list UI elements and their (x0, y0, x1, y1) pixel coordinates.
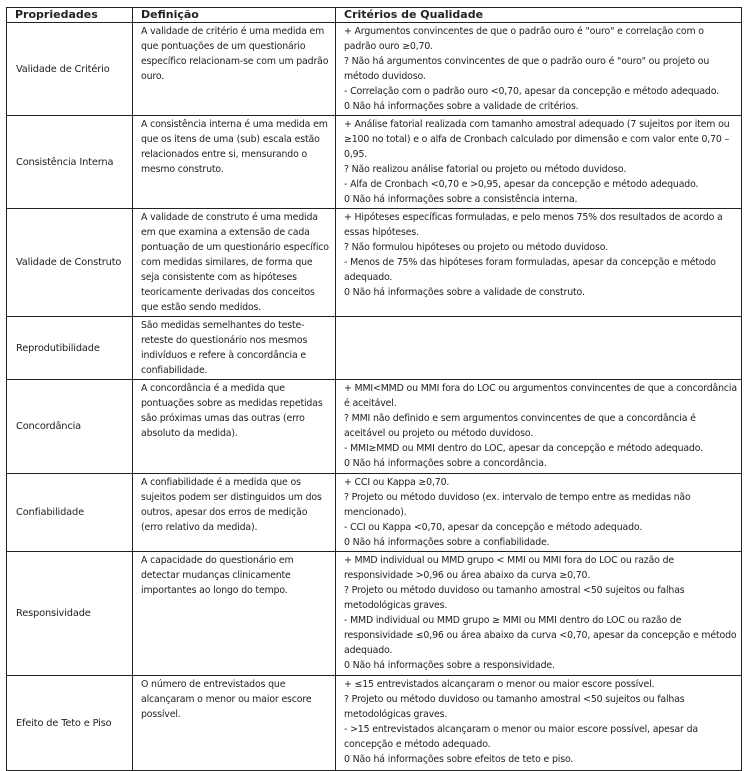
criterion-line: - MMI≥MMD ou MMI dentro do LOC, apesar da concepção e método adequado. (344, 443, 704, 454)
property-cell: Validade de Construto (7, 209, 133, 317)
criterion-line: - Correlação com o padrão ouro <0,70, apesar da concepção e método adequado. (344, 86, 719, 97)
criterion-line: ? Projeto ou método duvidoso (ex. intervalo de tempo entre as medidas não mencionado). (344, 492, 691, 518)
criteria-cell (336, 317, 742, 380)
table-row (7, 552, 742, 676)
criterion-line: 0 Não há informações sobre a confiabilidade. (344, 537, 550, 548)
criterion-line: 0 Não há informações sobre a concordância. (344, 458, 547, 469)
criterion-line: 0 Não há informações sobre a validade de critérios. (344, 101, 579, 112)
property-cell: Consistência Interna (7, 116, 133, 209)
definition-cell: São medidas semelhantes do teste-reteste do questionário nos mesmos indivíduos e refere à concordância e confiabilidade. (133, 317, 336, 380)
criterion-line: + MMI<MMD ou MMI fora do LOC ou argumentos convincentes de que a concordância é aceitável. (344, 383, 737, 409)
header-quality-criteria: Critérios de Qualidade (336, 8, 742, 23)
criteria-cell (336, 116, 742, 209)
header-definition: Definição (133, 8, 336, 23)
criterion-line: ? MMI não definido e sem argumentos convincentes de que a concordância é aceitável ou projeto ou método duvidoso. (344, 413, 696, 439)
property-cell: Efeito de Teto e Piso (7, 676, 133, 771)
criterion-line: + Análise fatorial realizada com tamanho amostral adequado (7 sujeitos por item ou ≥100 no total) e o alfa de Cronbach calculado por dimensão e com valor ente 0,70 – 0,95. (344, 119, 730, 160)
property-cell: Validade de Critério (7, 23, 133, 116)
criterion-line: 0 Não há informações sobre a consistência interna. (344, 194, 578, 205)
definition-cell: A validade de critério é uma medida em que pontuações de um questionário específico relacionam-se com um padrão ouro. (133, 23, 336, 116)
property-cell: Confiabilidade (7, 474, 133, 552)
criteria-cell (336, 209, 742, 317)
criterion-line: + MMD individual ou MMD grupo < MMI ou MMI fora do LOC ou razão de responsividade >0,96 ou área abaixo da curva ≥0,70. (344, 555, 675, 581)
property-cell: Reprodutibilidade (7, 317, 133, 380)
criteria-cell (336, 552, 742, 676)
criterion-line: ? Não formulou hipóteses ou projeto ou método duvidoso. (344, 242, 608, 253)
criterion-line: ? Projeto ou método duvidoso ou tamanho amostral <50 sujeitos ou falhas metodológicas graves. (344, 585, 685, 611)
definition-cell: A capacidade do questionário em detectar mudanças clinicamente importantes ao longo do tempo. (133, 552, 336, 676)
table-header-row (7, 8, 742, 23)
table-row (7, 116, 742, 209)
criterion-line: + CCI ou Kappa ≥0,70. (344, 477, 450, 488)
criteria-cell (336, 676, 742, 771)
criterion-line: + Hipóteses específicas formuladas, e pelo menos 75% dos resultados de acordo a essas hipóteses. (344, 212, 723, 238)
table-row (7, 474, 742, 552)
table-row (7, 676, 742, 771)
quality-criteria-table (6, 7, 742, 771)
property-cell: Concordância (7, 380, 133, 474)
criterion-line: - Alfa de Cronbach <0,70 e >0,95, apesar da concepção e método adequado. (344, 179, 699, 190)
criterion-line: 0 Não há informações sobre a responsividade. (344, 660, 555, 671)
criterion-line: + Argumentos convincentes de que o padrão ouro é "ouro" e correlação com o padrão ouro ≥0,70. (344, 26, 704, 52)
criterion-line: 0 Não há informações sobre a validade de construto. (344, 287, 585, 298)
table-row (7, 380, 742, 474)
table-row (7, 317, 742, 380)
criterion-line: ? Não realizou análise fatorial ou projeto ou método duvidoso. (344, 164, 627, 175)
criterion-line: - Menos de 75% das hipóteses foram formuladas, apesar da concepção e método adequado. (344, 257, 716, 283)
criterion-line: 0 Não há informações sobre efeitos de teto e piso. (344, 754, 574, 765)
definition-cell: A concordância é a medida que pontuações sobre as medidas repetidas são próximas umas das outras (erro absoluto da medida). (133, 380, 336, 474)
property-cell: Responsividade (7, 552, 133, 676)
criterion-line: - >15 entrevistados alcançaram o menor ou maior escore possível, apesar da concepção e método adequado. (344, 724, 698, 750)
definition-cell: O número de entrevistados que alcançaram o menor ou maior escore possível. (133, 676, 336, 771)
criteria-cell (336, 474, 742, 552)
criteria-cell (336, 23, 742, 116)
criterion-line: ? Projeto ou método duvidoso ou tamanho amostral <50 sujeitos ou falhas metodológicas graves. (344, 694, 685, 720)
header-properties: Propriedades (7, 8, 133, 23)
criterion-line: + ≤15 entrevistados alcançaram o menor ou maior escore possível. (344, 679, 655, 690)
criteria-cell (336, 380, 742, 474)
definition-cell: A confiabilidade é a medida que os sujeitos podem ser distinguidos um dos outros, apesar dos erros de medição (erro relativo da medida). (133, 474, 336, 552)
criterion-line: - MMD individual ou MMD grupo ≥ MMI ou MMI dentro do LOC ou razão de responsividade ≤0,96 ou área abaixo da curva <0,70, apesar da concepção e método adequado. (344, 615, 737, 656)
table-row (7, 23, 742, 116)
criterion-line: ? Não há argumentos convincentes de que o padrão ouro é "ouro" ou projeto ou método duvidoso. (344, 56, 710, 82)
criterion-line: - CCI ou Kappa <0,70, apesar da concepção e método adequado. (344, 522, 643, 533)
definition-cell: A validade de construto é uma medida em que examina a extensão de cada pontuação de um questionário específico com medidas similares, de forma que seja consistente com as hipóteses teoricamente derivadas dos conceitos que estão sendo medidos. (133, 209, 336, 317)
table-row (7, 209, 742, 317)
definition-cell: A consistência interna é uma medida em que os itens de uma (sub) escala estão relacionados entre si, mensurando o mesmo construto. (133, 116, 336, 209)
